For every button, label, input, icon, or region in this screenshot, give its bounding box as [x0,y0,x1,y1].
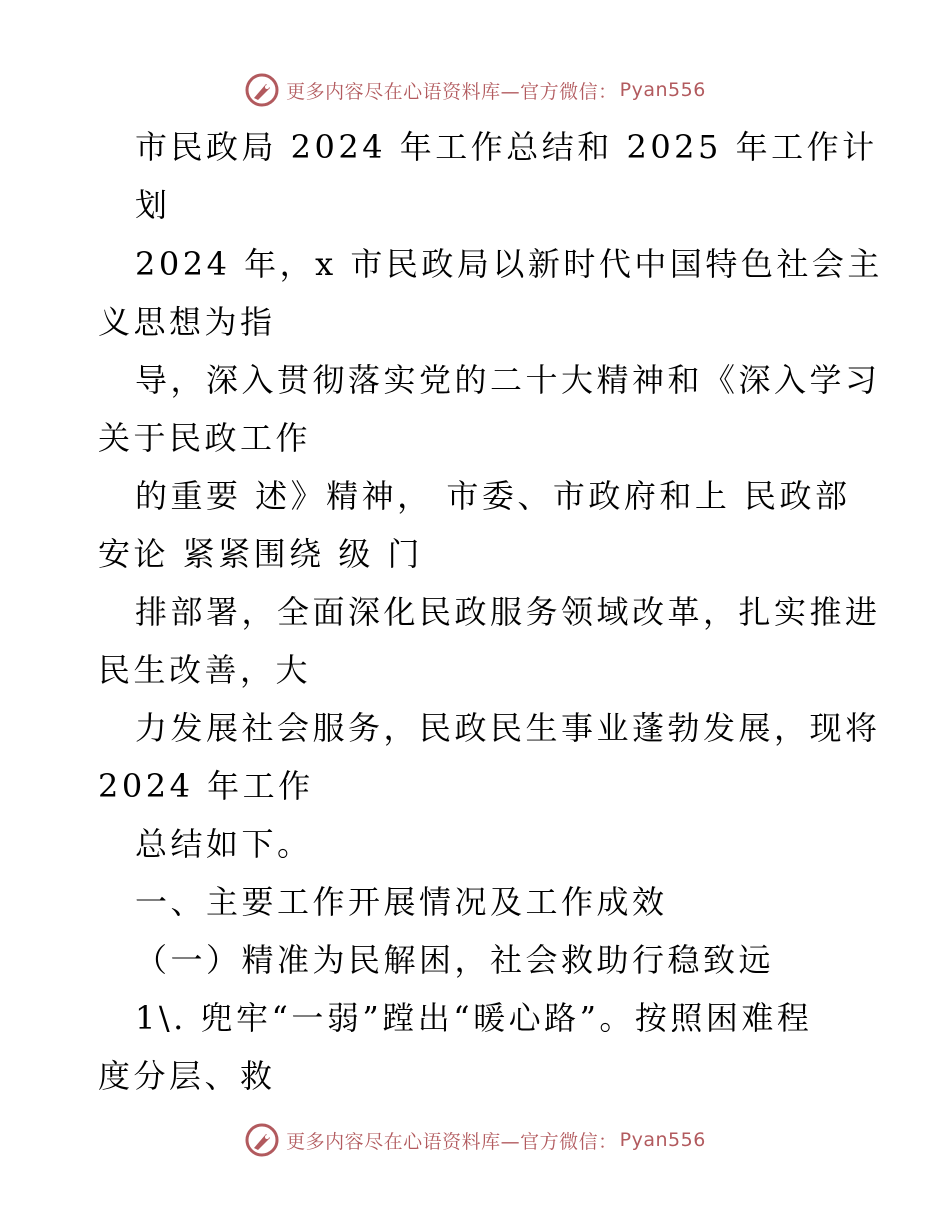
paragraph-line: 力发展社会服务，民政民生事业蓬勃发展，现将 [135,709,881,747]
title-line-2: 划 [135,186,171,224]
paragraph-line: 的重要 述》精神， 市委、市政府和上 民政部 [135,477,851,515]
paragraph-line: 总结如下。 [135,825,313,863]
section-heading: 一、主要工作开展情况及工作成效 [135,883,668,921]
watermark-text: 更多内容尽在心语资料库—官方微信： [286,1130,618,1153]
title-line-1: 市民政局 2024 年工作总结和 2025 年工作计 [135,128,878,166]
watermark-handle: Pyan556 [619,79,706,101]
paragraph-line: 2024 年，x 市民政局以新时代中国特色社会主 [135,245,883,283]
watermark-footer [0,1120,950,1160]
paragraph-line: 2024 年工作 [98,767,314,805]
paragraph-line: 导，深入贯彻落实党的二十大精神和《深入学习 [135,361,881,399]
paragraph-line: 排部署，全面深化民政服务领域改革，扎实推进 [135,593,881,631]
watermark-handle: Pyan556 [619,1129,706,1151]
paragraph-line: 民生改善，大 [98,651,312,689]
paragraph-line: 1\. 兜牢“一弱”蹚出“暖心路”。按照困难程 [135,999,813,1037]
pen-nib-logo [244,1122,280,1158]
subsection-heading: （一）精准为民解困，社会救助行稳致远 [135,941,775,979]
paragraph-line: 关于民政工作 [98,419,312,457]
paragraph-line: 度分层、救 [98,1057,276,1095]
paragraph-line: 义思想为指 [98,303,276,341]
paragraph-line: 安论 紧紧围绕 级 门 [98,535,424,573]
watermark-text: 更多内容尽在心语资料库—官方微信： [286,80,618,103]
